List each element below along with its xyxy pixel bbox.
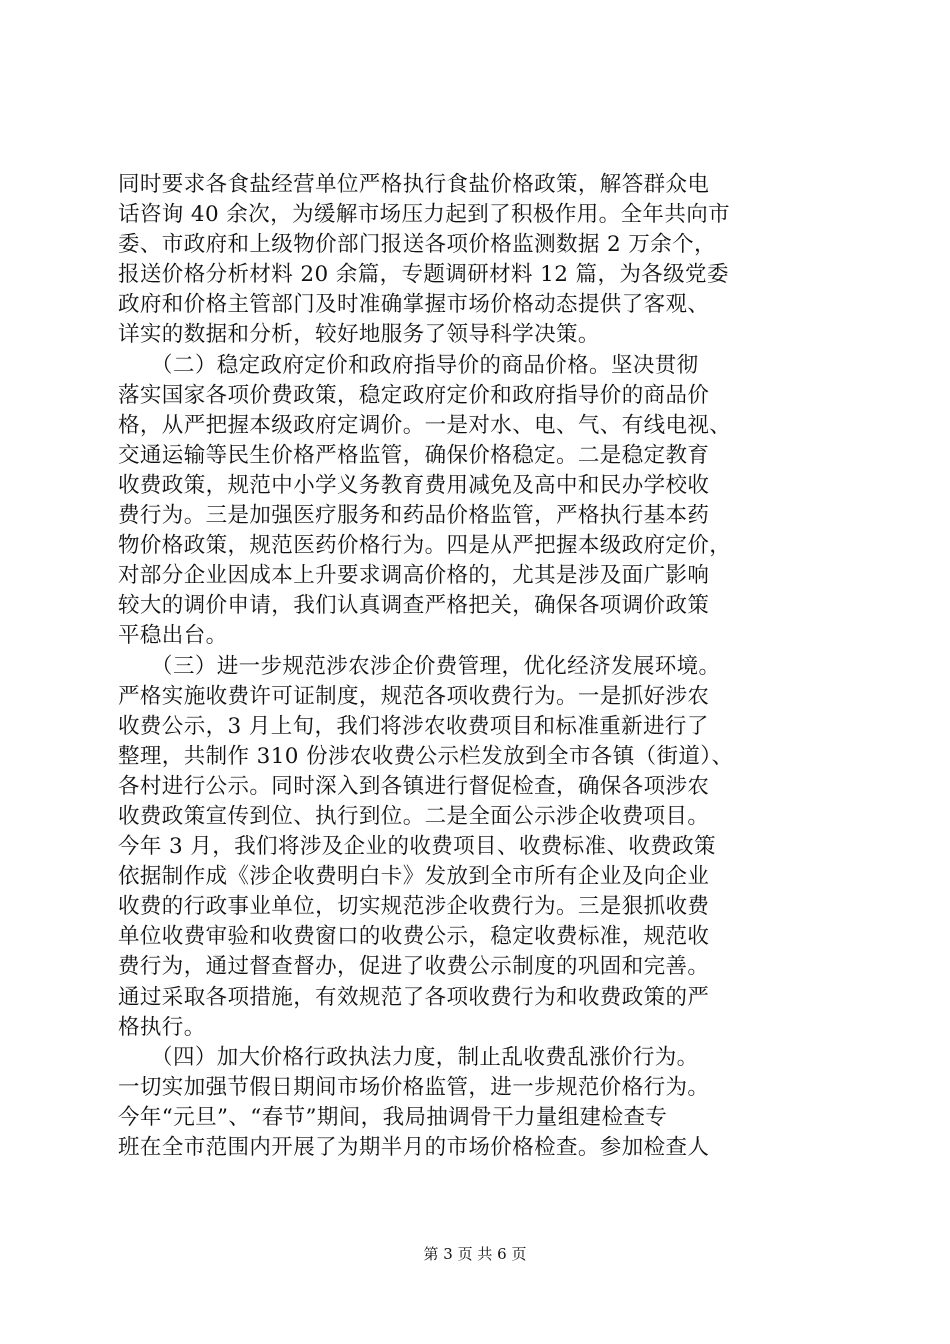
page-footer: 第 3 页 共 6 页: [423, 1245, 527, 1263]
text-line: 平稳出台。: [118, 623, 228, 649]
text-line: 同时要求各食盐经营单位严格执行食盐价格政策，解答群众电: [118, 172, 710, 197]
text-line: 交通运输等民生价格严格监管，确保价格稳定。二是稳定教育: [118, 442, 710, 468]
text-line: 费行为。三是加强医疗服务和药品价格监管，严格执行基本药: [118, 503, 710, 529]
text-line: 依据制作成《涉企收费明白卡》发放到全市所有企业及向企业: [118, 864, 710, 890]
text-line: 各村进行公示。同时深入到各镇进行督促检查，确保各项涉农: [118, 773, 710, 799]
text-line: 严格实施收费许可证制度，规范各项收费行为。一是抓好涉农: [118, 683, 710, 709]
text-line: 委、市政府和上级物价部门报送各项价格监测数据 2 万余个，: [118, 232, 716, 258]
text-line: 收费政策，规范中小学义务教育费用减免及高中和民办学校收: [118, 472, 710, 498]
text-line: 格，从严把握本级政府定调价。一是对水、电、气、有线电视、: [118, 412, 732, 438]
text-line: （三）进一步规范涉农涉企价费管理，优化经济发展环境。: [118, 653, 721, 679]
text-line: 通过采取各项措施，有效规范了各项收费行为和收费政策的严: [118, 984, 710, 1010]
text-line: 落实国家各项价费政策，稳定政府定价和政府指导价的商品价: [118, 382, 710, 408]
text-line: 话咨询 40 余次，为缓解市场压力起到了积极作用。全年共向市: [118, 202, 731, 228]
text-line: （四）加大价格行政执法力度，制止乱收费乱涨价行为。: [118, 1044, 699, 1070]
text-line: 一切实加强节假日期间市场价格监管，进一步规范价格行为。: [118, 1074, 710, 1100]
text-line: 对部分企业因成本上升要求调高价格的，尤其是涉及面广影响: [118, 563, 710, 589]
text-line: 收费的行政事业单位，切实规范涉企收费行为。三是狠抓收费: [118, 894, 710, 920]
text-line: 单位收费审验和收费窗口的收费公示，稳定收费标准，规范收: [118, 924, 710, 950]
text-line: 报送价格分析材料 20 余篇，专题调研材料 12 篇，为各级党委: [118, 262, 729, 288]
text-line: 政府和价格主管部门及时准确掌握市场价格动态提供了客观、: [118, 292, 710, 318]
body-text: [118, 170, 844, 1163]
text-line: （二）稳定政府定价和政府指导价的商品价格。坚决贯彻: [118, 352, 699, 378]
text-line: 班在全市范围内开展了为期半月的市场价格检查。参加检查人: [118, 1135, 710, 1160]
text-line: 今年 3 月，我们将涉及企业的收费项目、收费标准、收费政策: [118, 834, 716, 860]
text-line: 今年“元旦”、“春节”期间，我局抽调骨干力量组建检查专: [118, 1104, 668, 1130]
text-line: 整理，共制作 310 份涉农收费公示栏发放到全市各镇（街道）、: [118, 743, 734, 769]
text-line: 物价格政策，规范医药价格行为。四是从严把握本级政府定价，: [118, 533, 732, 559]
text-line: 费行为，通过督查督办，促进了收费公示制度的巩固和完善。: [118, 954, 710, 980]
text-line: 较大的调价申请，我们认真调查严格把关，确保各项调价政策: [118, 593, 710, 619]
text-line: 收费政策宣传到位、执行到位。二是全面公示涉企收费项目。: [118, 803, 710, 829]
text-line: 格执行。: [118, 1014, 206, 1040]
text-line: 详实的数据和分析，较好地服务了领导科学决策。: [118, 322, 600, 348]
text-line: 收费公示，3 月上旬，我们将涉农收费项目和标准重新进行了: [118, 713, 709, 739]
